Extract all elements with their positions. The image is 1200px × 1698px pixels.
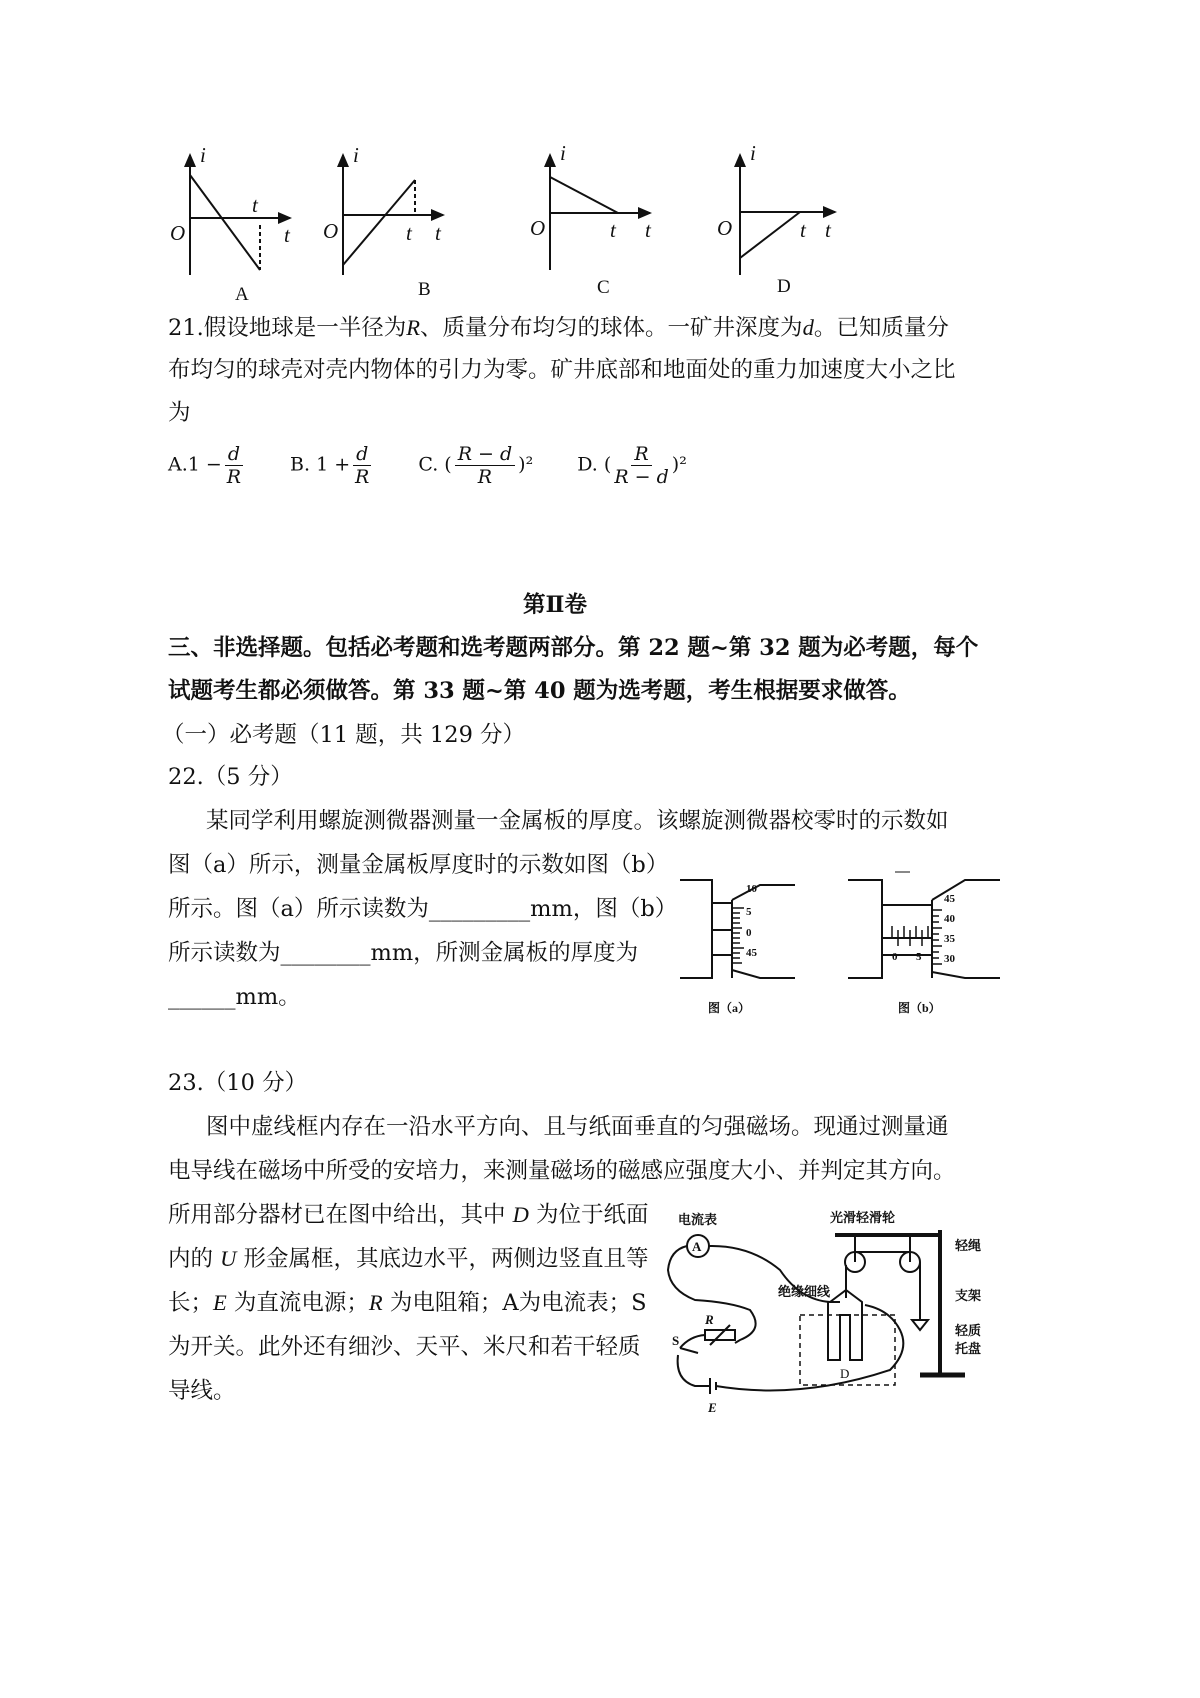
origin-label: O <box>530 216 546 240</box>
q21-options <box>168 443 725 488</box>
micrometer-b <box>848 872 1000 978</box>
frame-label: D <box>840 1366 850 1381</box>
q23-head: 23.（10 分） <box>168 1070 308 1096</box>
tick-label: 35 <box>944 933 955 945</box>
q23-line-3: 所用部分器材已在图中给出，其中 D 为位于纸面 <box>168 1202 649 1228</box>
tick-label: 5 <box>746 906 752 918</box>
tick-label: 45 <box>746 947 757 959</box>
option-c[interactable]: C. ( $\frac{R - d}{R}$ )² <box>418 443 534 488</box>
option-d[interactable]: D. ( $\frac{R}{R - d}$ )² <box>577 443 687 488</box>
tray-label: 轻质 <box>955 1323 982 1338</box>
pulley-label: 光滑轻滑轮 <box>830 1210 896 1225</box>
u-frame-icon <box>828 1290 862 1360</box>
graph-d <box>740 155 835 275</box>
q22-line-5: ______mm。 <box>168 984 301 1010</box>
part2-intro-2: 试题考生都必须做答。第 33 题~第 40 题为选考题，考生根据要求做答。 <box>168 678 911 704</box>
q22-head: 22.（5 分） <box>168 764 293 790</box>
tray-label: 托盘 <box>955 1341 982 1356</box>
tick-label: 10 <box>746 883 757 895</box>
axis-label-t: t <box>825 218 831 242</box>
tick-label: 5 <box>916 951 922 963</box>
section1-heading: （一）必考题（11 题，共 129 分） <box>162 722 526 748</box>
q21-line-2: 布均匀的球壳对壳内物体的引力为零。矿井底部和地面处的重力加速度大小之比 <box>168 357 956 383</box>
q23-line-1: 图中虚线框内存在一沿水平方向、且与纸面垂直的匀强磁场。现通过测量通 <box>206 1114 949 1140</box>
tick-label: 0 <box>892 951 898 963</box>
q23-line-4: 内的 U 形金属框，其底边水平，两侧边竖直且等 <box>168 1246 649 1272</box>
switch-label: S <box>672 1333 680 1348</box>
q21-line-3: 为 <box>168 400 191 426</box>
part2-title: 第Ⅱ卷 <box>523 592 587 618</box>
graph-a <box>190 155 290 275</box>
tick-label: 40 <box>944 913 955 925</box>
tick-label: 0 <box>746 927 752 939</box>
figure-b-caption: 图（b） <box>898 1001 941 1015</box>
t1-label: t <box>800 218 806 242</box>
thread-label: 绝缘细线 <box>778 1284 831 1299</box>
axis-label-i: i <box>200 143 206 167</box>
graph-b <box>343 155 443 275</box>
t1-label: t <box>252 193 258 217</box>
q23-line-7: 导线。 <box>168 1378 236 1404</box>
circuit-figure <box>650 1190 1010 1420</box>
stand-label: 支架 <box>955 1288 982 1303</box>
origin-label: O <box>717 216 733 240</box>
ammeter-label: 电流表 <box>678 1212 718 1227</box>
micrometer-a <box>680 880 795 978</box>
t1-label: t <box>406 221 412 245</box>
source-label: E <box>708 1400 717 1415</box>
q23-line-2: 电导线在磁场中所受的安培力，来测量磁场的磁感应强度大小、并判定其方向。 <box>168 1158 956 1184</box>
switch-icon <box>680 1348 698 1353</box>
origin-label: O <box>170 221 186 245</box>
q22-line-3: 所示。图（a）所示读数为_________mm，图（b） <box>168 896 678 922</box>
graph-label-a: A <box>235 284 249 305</box>
q22-line-4: 所示读数为________mm，所测金属板的厚度为 <box>168 940 639 966</box>
axis-label-t: t <box>284 223 290 247</box>
part2-intro-1: 三、非选择题。包括必考题和选考题两部分。第 22 题~第 32 题为必考题，每个 <box>168 635 979 661</box>
graph-label-d: D <box>777 276 791 297</box>
option-b[interactable]: B. 1 + $\frac{d}{R}$ <box>290 443 370 488</box>
q23-line-6: 为开关。此外还有细沙、天平、米尺和若干轻质 <box>168 1334 641 1360</box>
t1-label: t <box>610 218 616 242</box>
tick-label: 30 <box>944 953 955 965</box>
graph-label-c: C <box>597 277 610 298</box>
option-a[interactable]: A.1 − $\frac{d}{R}$ <box>168 443 242 488</box>
ammeter-symbol: A <box>692 1239 702 1254</box>
q22-line-1: 某同学利用螺旋测微器测量一金属板的厚度。该螺旋测微器校零时的示数如 <box>206 808 949 834</box>
graph-c <box>550 155 650 270</box>
rope-label: 轻绳 <box>955 1238 982 1253</box>
origin-label: O <box>323 219 339 243</box>
tray-icon <box>912 1320 928 1330</box>
q22-line-2: 图（a）所示，测量金属板厚度时的示数如图（b） <box>168 852 669 878</box>
figure-a-caption: 图（a） <box>708 1001 751 1015</box>
axis-label-i: i <box>560 141 566 165</box>
resistor-label: R <box>705 1312 714 1327</box>
tick-label: 45 <box>944 893 955 905</box>
graph-label-b: B <box>418 279 431 300</box>
q20-graphs <box>160 140 880 310</box>
axis-label-t: t <box>645 218 651 242</box>
q21-line-1: 21.假设地球是一半径为R、质量分布均匀的球体。一矿井深度为d。已知质量分 <box>168 315 949 341</box>
axis-label-i: i <box>750 141 756 165</box>
micrometer-figure <box>670 860 1010 1020</box>
axis-label-t: t <box>435 221 441 245</box>
q23-line-5: 长；E 为直流电源；R 为电阻箱；A为电流表；S <box>168 1290 647 1316</box>
axis-label-i: i <box>353 143 359 167</box>
